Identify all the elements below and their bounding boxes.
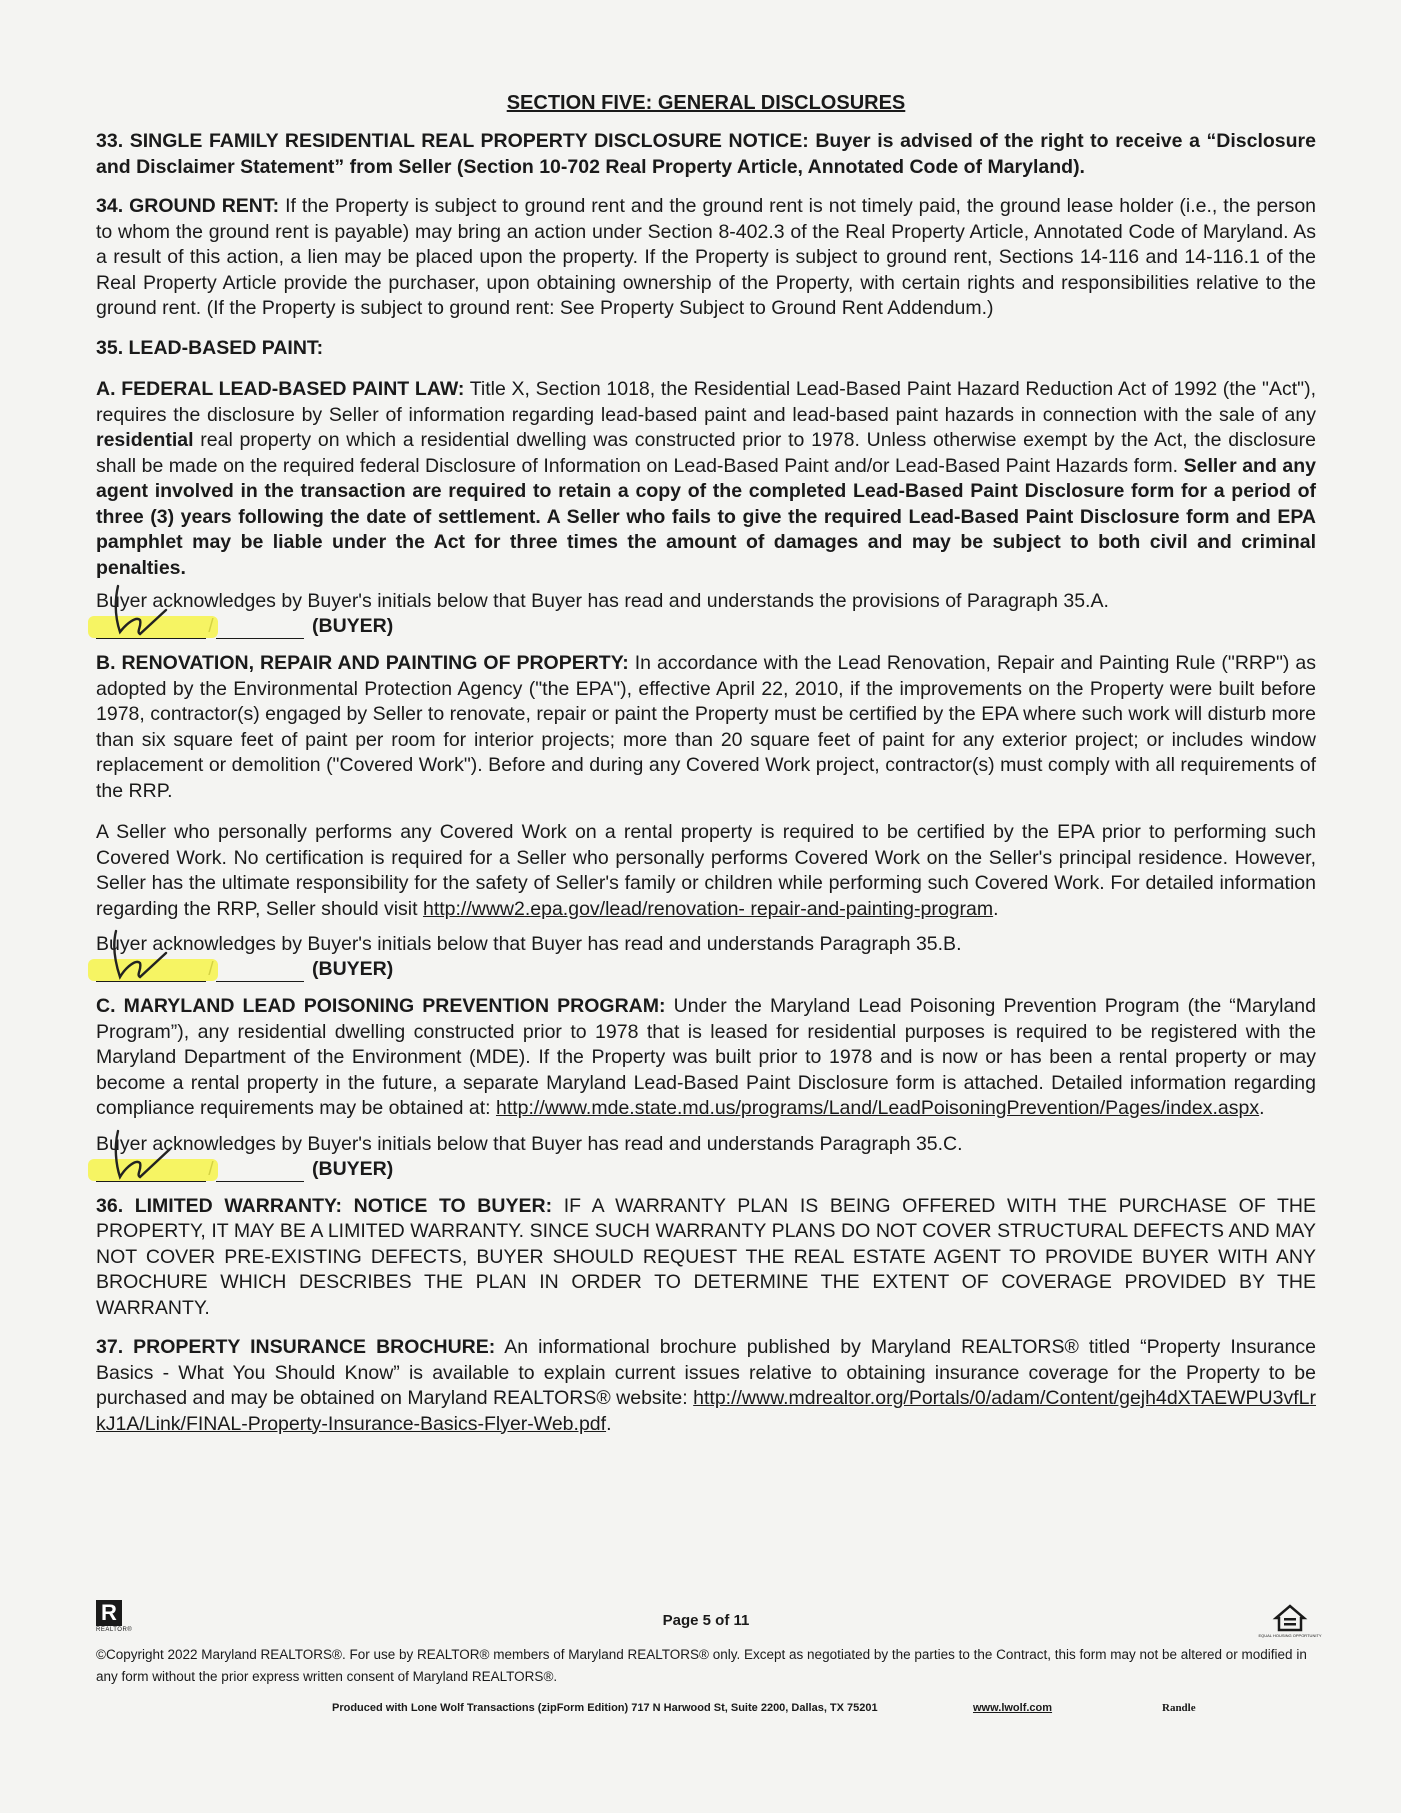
paragraph-35b-2: A Seller who personally performs any Covered Work on a rental property is required to be certified by the EPA prior to performing such Covered Work. No certification is required for a Seller who personally performs Covered Work on the Seller's principal residence. However, Seller has the ultimate responsibility for the safety of Seller's family or children while performing such Covered Work. For detailed information regarding the RRP, Seller should visit http://www2.epa.gov/lead/renovation- repair-and-painting-program. [96,821,1316,920]
initials-blank-2[interactable] [216,961,304,982]
acknowledgement-35a [96,589,1316,639]
insurance-brochure-link[interactable]: http://www.mdrealtor.org/Portals/0/adam/Content/gejh4dXTAEWPU3vfLrkJ1A/Link/FINAL-Property-Insurance-Basics-Flyer-Web.pdf [96,1387,1316,1435]
produced-text: Produced with Lone Wolf Transactions (zipForm Edition) 717 N Harwood St, Suite 2200, Dallas, TX 75201 [332,1702,878,1714]
initials-blank-1[interactable] [96,1161,206,1182]
paragraph-35b-body: In accordance with the Lead Renovation, Repair and Painting Rule ("RRP") as adopted by the Environmental Protection Agency ("the EPA"), effective April 22, 2010, if the improvements on the Property were built before 1978, contractor(s) engaged by Seller to renovate, repair or paint the Property must be certified by the EPA where such work will disturb more than six square feet of paint per room for interior projects; more than 20 square feet of paint for any exterior project; or includes window replacement or demolition ("Covered Work"). Before and during any Covered Work project, contractor(s) must comply with all requirements of the RRP. [96,652,1316,802]
page-number: Page 5 of 11 [662,1612,750,1629]
epa-link[interactable]: http://www2.epa.gov/lead/renovation- repair-and-painting-program [422,897,994,920]
ack-35a-text: Buyer acknowledges by Buyer's initials below that Buyer has read and understands the provisions of Paragraph 35.A. [96,590,1109,612]
initials-line-35b [96,957,1316,982]
ack-35c-text: Buyer acknowledges by Buyer's initials below that Buyer has read and understands Paragraph 35.C. [96,1132,963,1155]
paragraph-34-body: If the Property is subject to ground rent and the ground rent is not timely paid, the ground lease holder (i.e., the person to whom the ground rent is payable) may bring an action under Section 8-402.3 of the Real Property Article, Annotated Code of Maryland. As a result of this action, a lien may be placed upon the property. If the Property is subject to ground rent, Sections 14-116 and 14-116.1 of the Real Property Article provide the purchaser, upon obtaining ownership of the Property, with certain rights and responsibilities relative to the ground rent. (If the Property is subject to ground rent: See Property Subject to Ground Rent Addendum.) [96,195,1317,319]
paragraph-34 [96,194,1316,322]
paragraph-35a-heading: A. FEDERAL LEAD-BASED PAINT LAW: [96,378,465,400]
buyer-label: (BUYER) [312,615,394,637]
initials-blank-1[interactable] [96,961,206,982]
acknowledgement-35c [96,1132,1316,1182]
client-name: Randle [1162,1702,1196,1714]
paragraph-35a-body2: real property on which a residential dwelling was constructed prior to 1978. Unless otherwise exempt by the Act, the disclosure shall be made on the required federal Disclosure of Information on Lead-Based Paint and/or Lead-Based Paint Hazards form. [96,429,1316,477]
mde-link[interactable]: http://www.mde.state.md.us/programs/Land/LeadPoisoningPrevention/Pages/index.aspx [495,1097,1260,1119]
paragraph-37: 37. PROPERTY INSURANCE BROCHURE: An informational brochure published by Maryland REALTORS® titled “Property Insurance Basics - What You Should Know” is available to explain current issues relative to obtaining insurance coverage for the Property to be purchased and may be obtained on Maryland REALTORS® website: http://www.mdrealtor.org/Portals/0/adam/Content/gejh4dXTAEWPU3vfLrkJ1A/Link/FINAL-Property-Insurance-Basics-Flyer-Web.pdf. [96,1336,1316,1435]
paragraph-35a-residential: residential [96,429,194,451]
initials-blank-2[interactable] [216,618,304,639]
paragraph-35-heading: 35. LEAD-BASED PAINT: [96,336,324,359]
paragraph-37-heading: 37. PROPERTY INSURANCE BROCHURE: [96,1336,496,1358]
realtor-logo-caption: REALTOR® [96,1627,133,1633]
paragraph-36-heading: 36. LIMITED WARRANTY: NOTICE TO BUYER: [96,1194,553,1217]
paragraph-33 [96,129,1316,180]
paragraph-36-body: IF A WARRANTY PLAN IS BEING OFFERED WITH THE PURCHASE OF THE PROPERTY, IT MAY BE A LIMITED WARRANTY. SINCE SUCH WARRANTY PLANS DO NOT COVER STRUCTURAL DEFECTS AND MAY NOT COVER PRE-EXISTING DEFECTS, BUYER SHOULD REQUEST THE REAL ESTATE AGENT TO PROVIDE BUYER WITH ANY BROCHURE WHICH DESCRIBES THE PLAN IN ORDER TO DETERMINE THE EXTENT OF COVERAGE PROVIDED BY THE WARRANTY. [96,1194,1316,1319]
lwolf-link[interactable]: www.lwolf.com [973,1702,1053,1714]
paragraph-35a [96,377,1316,581]
section-title: SECTION FIVE: GENERAL DISCLOSURES [506,92,906,114]
document-page [96,88,1316,1451]
acknowledgement-35b [96,932,1316,982]
buyer-label: (BUYER) [312,958,394,980]
ack-35b-text: Buyer acknowledges by Buyer's initials below that Buyer has read and understands Paragraph 35.B. [96,933,962,955]
paragraph-35a-body1: Title X, Section 1018, the Residential Lead-Based Paint Hazard Reduction Act of 1992 (the "Act"), requires the disclosure by Seller of information regarding lead-based paint and lead-based paint hazards in connection with the sale of any [96,378,1316,426]
buyer-label: (BUYER) [312,1157,394,1180]
paragraph-35c-body: Under the Maryland Lead Poisoning Prevention Program (the “Maryland Program”), any residential dwelling constructed prior to 1978 that is leased for residential purposes is required to be registered with the Maryland Department of the Environment (MDE). If the Property was built prior to 1978 and is now or has been a rental property or may become a rental property in the future, a separate Maryland Lead-Based Paint Disclosure form is attached. Detailed information regarding compliance requirements may be obtained at: [96,995,1316,1119]
copyright-notice: ©Copyright 2022 Maryland REALTORS®. For use by REALTOR® members of Maryland REALTORS® only. Except as negotiated by the parties to the Contract, this form may not be altered or modified in any form without the prior express written consent of Maryland REALTORS®. [96,1647,1307,1684]
initials-blank-1[interactable] [96,618,206,639]
paragraph-35c: C. MARYLAND LEAD POISONING PREVENTION PROGRAM: Under the Maryland Lead Poisoning Prevention Program (the “Maryland Program”), any residential dwelling constructed prior to 1978 that is leased for residential purposes is required to be registered with the Maryland Department of the Environment (MDE). If the Property was built prior to 1978 and is now or has been a rental property or may become a rental property in the future, a separate Maryland Lead-Based Paint Disclosure form is attached. Detailed information regarding compliance requirements may be obtained at: http://www.mde.state.md.us/programs/Land/LeadPoisoningPrevention/Pages/index.aspx. [96,995,1316,1119]
equal-housing-icon [1258,1600,1322,1640]
paragraph-37-body: An informational brochure published by Maryland REALTORS® titled “Property Insurance Basics - What You Should Know” is available to explain current issues relative to obtaining insurance coverage for the Property to be purchased and may be obtained on Maryland REALTORS® website: [96,1336,1316,1409]
paragraph-34-heading: 34. GROUND RENT: [96,195,280,217]
realtor-logo-letter: R [96,1600,122,1626]
initials-blank-2[interactable] [216,1161,304,1182]
paragraph-35a-bold: Seller and any agent involved in the transaction are required to retain a copy of the completed Lead-Based Paint Disclosure form for a period of three (3) years following the date of settlement. A Seller who fails to give the required Lead-Based Paint Disclosure form and EPA pamphlet may be liable under the Act for three times the amount of damages and may be subject to both civil and criminal penalties. [96,454,1316,579]
paragraph-35c-heading: C. MARYLAND LEAD POISONING PREVENTION PROGRAM: [96,995,666,1017]
paragraph-35b-body2: A Seller who personally performs any Covered Work on a rental property is required to be certified by the EPA prior to performing such Covered Work. No certification is required for a Seller who personally performs Covered Work on the Seller's principal residence. However, Seller has the ultimate responsibility for the safety of Seller's family or children while performing such Covered Work. For detailed information regarding the RRP, Seller should visit [96,821,1316,920]
initials-line-35a [96,614,1316,639]
eho-caption: EQUAL HOUSING OPPORTUNITY [1258,1633,1322,1638]
paragraph-35b [96,651,1316,804]
paragraph-33-text: 33. SINGLE FAMILY RESIDENTIAL REAL PROPERTY DISCLOSURE NOTICE: Buyer is advised of the right to receive a “Disclosure and Disclaimer Statement” from Seller (Section 10-702 Real Property Article, Annotated Code of Maryland). [96,130,1316,178]
initials-line-35c [96,1157,1316,1182]
paragraph-35b-heading: B. RENOVATION, REPAIR AND PAINTING OF PROPERTY: [96,652,629,674]
paragraph-36 [96,1194,1316,1322]
